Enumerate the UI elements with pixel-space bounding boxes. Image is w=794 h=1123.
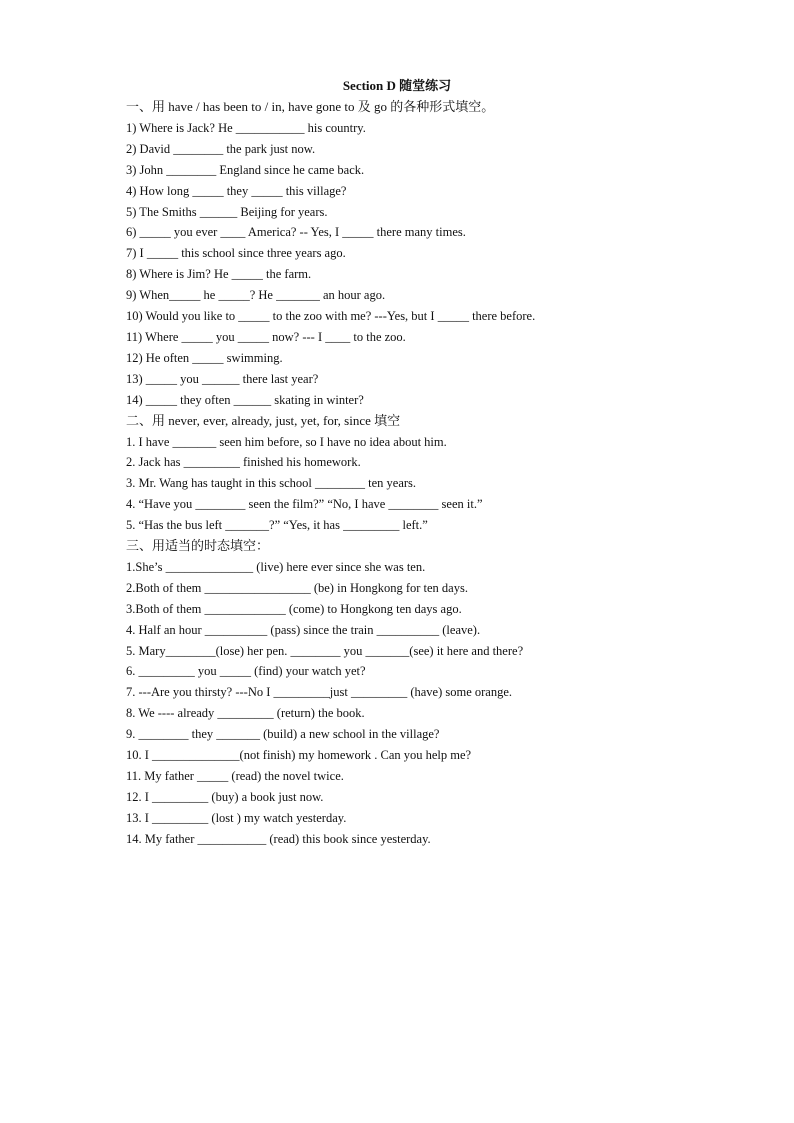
section-3 — [126, 536, 686, 850]
worksheet-content — [126, 97, 686, 850]
exercise-item: 4) How long _____ they _____ this village? — [126, 183, 347, 198]
exercise-item: 3) John ________ England since he came back. — [126, 162, 365, 177]
section-heading: 三、用适当的时态填空： — [126, 538, 270, 554]
exercise-item: 12) He often _____ swimming. — [126, 350, 283, 365]
exercise-item: 1.She’s ______________ (live) here ever since she was ten. — [126, 559, 426, 574]
exercise-item: 11. My father _____ (read) the novel twice. — [126, 769, 344, 783]
exercise-item: 12. I _________ (buy) a book just now. — [126, 789, 324, 804]
exercise-item: 13) _____ you ______ there last year? — [126, 371, 319, 386]
page-title: Section D 随堂练习 — [342, 78, 452, 93]
exercise-item: 4. “Have you ________ seen the film?” “No, I have ________ seen it.” — [126, 497, 483, 512]
section-1 — [126, 97, 686, 411]
exercise-item: 6. _________ you _____ (find) your watch yet? — [126, 664, 366, 679]
section-heading: 二、用 never, ever, already, just, yet, for, since 填空 — [126, 412, 401, 428]
exercise-item: 7. ---Are you thirsty? ---No I _________just _________ (have) some orange. — [126, 685, 513, 700]
exercise-item: 2.Both of them _________________ (be) in Hongkong for ten days. — [126, 580, 468, 595]
exercise-item: 5) The Smiths ______ Beijing for years. — [126, 204, 328, 219]
exercise-item: 10. I ______________(not finish) my homework . Can you help me? — [126, 748, 472, 763]
exercise-item: 2) David ________ the park just now. — [126, 141, 316, 156]
exercise-item: 9) When_____ he _____? He _______ an hour ago. — [126, 288, 386, 303]
exercise-item: 5. “Has the bus left _______?” “Yes, it has _________ left.” — [126, 518, 428, 533]
exercise-item: 8. We ---- already _________ (return) the book. — [126, 706, 365, 721]
exercise-item: 9. ________ they _______ (build) a new school in the village? — [126, 727, 440, 742]
exercise-item: 10) Would you like to _____ to the zoo with me? ---Yes, but I _____ there before. — [126, 309, 536, 324]
exercise-item: 11) Where _____ you _____ now? --- I ____ to the zoo. — [126, 329, 406, 344]
exercise-item: 3.Both of them _____________ (come) to Hongkong ten days ago. — [126, 601, 462, 616]
exercise-item: 6) _____ you ever ____ America? -- Yes, I _____ there many times. — [126, 225, 466, 240]
exercise-item: 1. I have _______ seen him before, so I have no idea about him. — [126, 434, 447, 449]
exercise-item: 8) Where is Jim? He _____ the farm. — [126, 267, 312, 282]
section-2 — [126, 411, 686, 536]
exercise-item: 1) Where is Jack? He ___________ his country. — [126, 120, 366, 135]
exercise-item: 14) _____ they often ______ skating in winter? — [126, 392, 364, 407]
exercise-item: 2. Jack has _________ finished his homework. — [126, 455, 361, 470]
section-heading: 一、用 have / has been to / in, have gone to 及 go 的各种形式填空。 — [126, 99, 495, 114]
exercise-item: 4. Half an hour __________ (pass) since the train __________ (leave). — [126, 622, 481, 637]
exercise-item: 13. I _________ (lost ) my watch yesterday. — [126, 810, 347, 825]
exercise-item: 7) I _____ this school since three years ago. — [126, 246, 346, 261]
exercise-item: 3. Mr. Wang has taught in this school ________ ten years. — [126, 476, 417, 491]
exercise-item: 5. Mary________(lose) her pen. ________ you _______(see) it here and there? — [126, 643, 524, 658]
exercise-item: 14. My father ___________ (read) this book since yesterday. — [126, 831, 431, 846]
